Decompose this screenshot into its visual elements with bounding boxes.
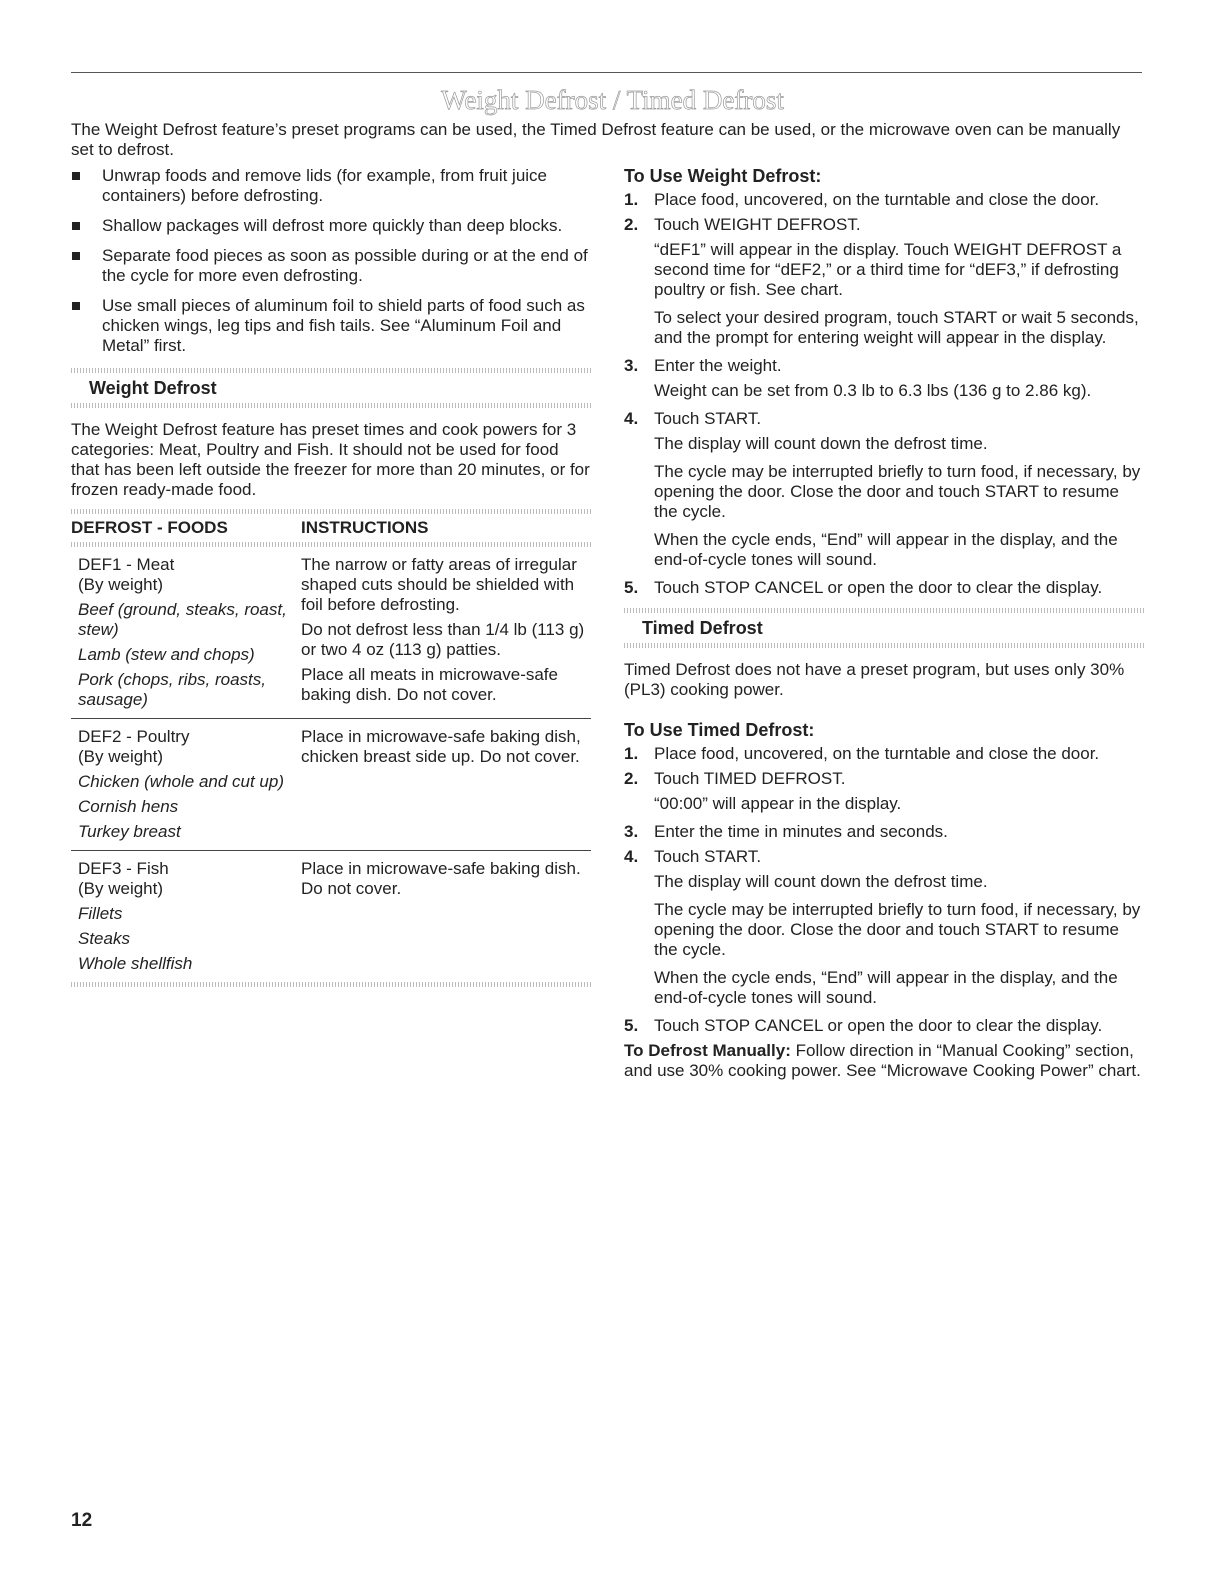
table-row [71,851,591,982]
right-column [624,166,1144,1081]
timed-defrost-steps-cont [624,822,1144,867]
program-by: (By weight) [78,747,164,766]
step-text: Place food, uncovered, on the turntable and close the door. [654,744,1100,763]
tip-item [71,296,591,356]
table-row [71,547,591,718]
step-note: When the cycle ends, “End” will appear in the display, and the end-of-cycle tones will sound. [654,530,1118,569]
step-note: The cycle may be interrupted briefly to turn food, if necessary, by opening the door. Close the door and touch START to resume the cycle. [654,900,1141,959]
tip-text: Use small pieces of aluminum foil to shield parts of food such as chicken wings, leg tips and fish tails. See “Aluminum Foil and Metal” first. [102,296,585,355]
weight-defrost-description: The Weight Defrost feature has preset times and cook powers for 3 categories: Meat, Poultry and Fish. It should not be used for food that has been left outside the freezer for more than 20 minutes, or for frozen ready-made food. [71,420,590,499]
food-item: Steaks [78,929,130,948]
table-header [71,514,591,542]
food-item: Fillets [78,904,123,923]
instruction-text: Do not defrost less than 1/4 lb (113 g) or two 4 oz (113 g) patties. [301,620,585,659]
step-text: Touch STOP CANCEL or open the door to clear the display. [654,578,1103,597]
step-text: Touch WEIGHT DEFROST. [654,215,861,234]
timed-defrost-description: Timed Defrost does not have a preset program, but uses only 30% (PL3) cooking power. [624,660,1125,699]
food-item: Pork (chops, ribs, roasts, sausage) [78,670,267,709]
tip-item [71,246,591,286]
food-cell [71,555,301,710]
step-text: Enter the weight. [654,356,782,375]
step-number: 2. [624,215,639,234]
weight-defrost-steps-cont [624,356,1144,376]
food-item: Chicken (whole and cut up) [78,772,285,791]
food-item: Turkey breast [78,822,181,841]
step-note: The cycle may be interrupted briefly to turn food, if necessary, by opening the door. Close the door and touch START to resume the cycle. [654,462,1141,521]
step-item [624,356,1144,376]
food-item: Lamb (stew and chops) [78,645,255,664]
instruction-text: The narrow or fatty areas of irregular shaped cuts should be shielded with foil before defrosting. [301,555,577,614]
tip-text: Shallow packages will defrost more quickly than deep blocks. [102,216,563,235]
step-number: 2. [624,769,639,788]
timed-defrost-heading: Timed Defrost [642,618,763,638]
weight-defrost-steps-cont [624,578,1144,598]
tip-item [71,216,591,236]
program-name: DEF1 - Meat [78,555,175,574]
food-item: Whole shellfish [78,954,193,973]
manual-defrost-label: To Defrost Manually: [624,1041,791,1060]
section-divider [71,403,591,408]
step-text: Touch START. [654,409,762,428]
food-item: Beef (ground, steaks, roast, stew) [78,600,287,639]
instruction-text: Place in microwave-safe baking dish, chicken breast side up. Do not cover. [301,727,581,766]
bullet-square-icon [72,302,80,310]
food-cell [71,859,301,974]
program-by: (By weight) [78,575,164,594]
step-number: 3. [624,356,639,375]
step-item [624,190,1144,210]
program-name: DEF2 - Poultry [78,727,190,746]
food-item: Cornish hens [78,797,179,816]
timed-defrost-steps-cont [624,1016,1144,1036]
instructions-cell [301,555,591,710]
step-note: “dEF1” will appear in the display. Touch WEIGHT DEFROST a second time for “dEF2,” or a third time for “dEF3,” if defrosting poultry or fish. See chart. [654,240,1122,299]
step-item [624,822,1144,842]
timed-defrost-steps [624,744,1144,789]
weight-defrost-steps [624,190,1144,235]
manual-defrost-paragraph [624,1041,1144,1081]
step-note: “00:00” will appear in the display. [654,794,902,813]
intro-paragraph: The Weight Defrost feature’s preset programs can be used, the Timed Defrost feature can be used, or the microwave oven can be manually set to defrost. [71,120,1121,159]
step-item [624,215,1144,235]
tip-item [71,166,591,206]
step-number: 5. [624,1016,639,1035]
bullet-square-icon [72,252,80,260]
instructions-cell [301,727,591,842]
step-note: The display will count down the defrost time. [654,434,988,453]
table-bottom-divider [71,982,591,987]
step-item [624,769,1144,789]
use-timed-defrost-heading: To Use Timed Defrost: [624,720,815,740]
tips-list [71,166,591,356]
instruction-text: Place all meats in microwave-safe baking dish. Do not cover. [301,665,558,704]
step-item [624,1016,1144,1036]
food-cell [71,727,301,842]
step-number: 3. [624,822,639,841]
column-header-foods: DEFROST - FOODS [71,518,228,537]
step-number: 1. [624,744,639,763]
left-column [71,166,591,987]
step-item [624,847,1144,867]
program-name: DEF3 - Fish [78,859,169,878]
column-header-instructions: INSTRUCTIONS [301,518,429,537]
top-rule [71,72,1142,73]
tip-text: Unwrap foods and remove lids (for example, from fruit juice containers) before defrosting. [102,166,548,205]
manual-defrost-text: Follow direction in “Manual Cooking” section, and use 30% cooking power. See “Microwave Cooking Power” chart. [624,1041,1141,1080]
step-item [624,744,1144,764]
section-divider [624,608,1144,613]
step-number: 5. [624,578,639,597]
step-note: Weight can be set from 0.3 lb to 6.3 lbs (136 g to 2.86 kg). [654,381,1092,400]
tip-text: Separate food pieces as soon as possible during or at the end of the cycle for more even defrosting. [102,246,588,285]
step-note: The display will count down the defrost time. [654,872,988,891]
use-weight-defrost-heading: To Use Weight Defrost: [624,166,822,186]
step-text: Enter the time in minutes and seconds. [654,822,948,841]
page-number: 12 [71,1510,93,1531]
step-note: To select your desired program, touch START or wait 5 seconds, and the prompt for entering weight will appear in the display. [654,308,1139,347]
step-number: 4. [624,409,639,428]
instructions-cell [301,859,591,974]
step-item [624,578,1144,598]
step-text: Place food, uncovered, on the turntable and close the door. [654,190,1100,209]
instruction-text: Place in microwave-safe baking dish. Do not cover. [301,859,581,898]
section-divider [71,368,591,373]
step-number: 4. [624,847,639,866]
step-text: Touch STOP CANCEL or open the door to clear the display. [654,1016,1103,1035]
program-by: (By weight) [78,879,164,898]
weight-defrost-steps-cont [624,409,1144,429]
page-title: Weight Defrost / Timed Defrost [441,85,784,115]
weight-defrost-heading: Weight Defrost [89,378,217,398]
bullet-square-icon [72,172,80,180]
step-number: 1. [624,190,639,209]
table-row [71,719,591,850]
step-note: When the cycle ends, “End” will appear in the display, and the end-of-cycle tones will sound. [654,968,1118,1007]
step-item [624,409,1144,429]
bullet-square-icon [72,222,80,230]
step-text: Touch TIMED DEFROST. [654,769,846,788]
section-divider [624,643,1144,648]
step-text: Touch START. [654,847,762,866]
